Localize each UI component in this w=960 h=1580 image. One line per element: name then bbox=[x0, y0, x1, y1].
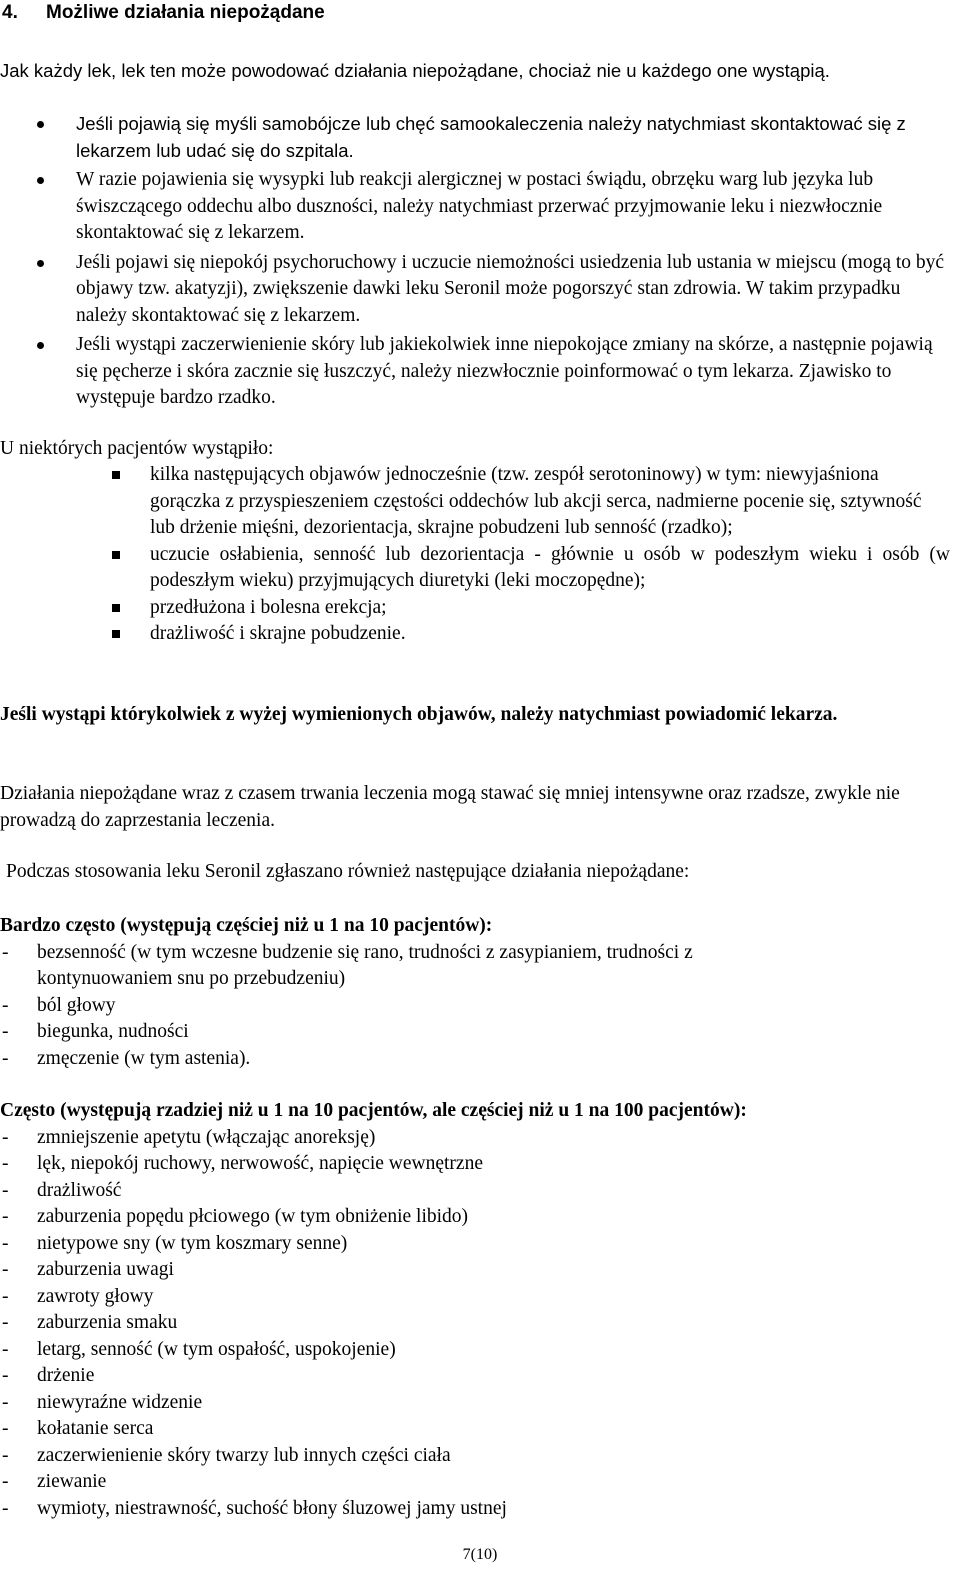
common-list bbox=[0, 1125, 956, 1523]
symptom-text: drażliwość i skrajne pobudzenie. bbox=[150, 623, 406, 644]
symptom-text: przedłużona i bolesna erekcja; bbox=[150, 596, 387, 618]
symptom-item bbox=[0, 542, 956, 595]
list-item: - zaczerwienienie skóry twarzy lub innych części ciała bbox=[2, 1444, 451, 1466]
list-item: - letarg, senność (w tym ospałość, uspokojenie) bbox=[2, 1338, 396, 1360]
warning-list bbox=[0, 111, 956, 415]
also-reported-paragraph: Podczas stosowania leku Seronil zgłaszano również następujące działania niepożądane: bbox=[6, 861, 690, 882]
very-common-heading: Bardzo często (występują częściej niż u 1 na 10 pacjentów): bbox=[0, 915, 493, 936]
common-heading: Często (występują rzadziej niż u 1 na 10 pacjentów, ale częściej niż u 1 na 100 pacjentów): bbox=[0, 1100, 747, 1121]
bullet-icon bbox=[37, 342, 44, 349]
list-item: - zaburzenia uwagi bbox=[2, 1259, 174, 1280]
warning-item bbox=[0, 332, 956, 412]
warning-text: Jeśli pojawi się niepokój psychoruchowy i uczucie niemożności usiedzenia lub ustania w miejscu (mogą to być objawy tzw. akatyzji), zwiększenie dawki leku Seronil może pogorszyć stan zdrowia. W takim przypadku należy skontaktować się z lekarzem. bbox=[76, 251, 945, 326]
warning-item bbox=[0, 111, 956, 164]
warning-item bbox=[0, 167, 956, 247]
very-common-section bbox=[0, 913, 956, 1072]
symptom-item bbox=[0, 462, 956, 542]
list-item: - biegunka, nudności bbox=[2, 1021, 189, 1042]
list-item: - wymioty, niestrawność, suchość błony śluzowej jamy ustnej bbox=[2, 1497, 507, 1519]
list-item: - zmniejszenie apetytu (włączając anoreksję) bbox=[2, 1126, 376, 1148]
section-heading bbox=[2, 0, 325, 26]
symptom-item bbox=[0, 621, 956, 648]
square-bullet-icon bbox=[112, 471, 120, 479]
alert-paragraph: Jeśli wystąpi którykolwiek z wyżej wymienionych objawów, należy natychmiast powiadomić lekarza. bbox=[0, 704, 838, 725]
section-title: Możliwe działania niepożądane bbox=[46, 2, 325, 23]
bullet-icon bbox=[37, 121, 44, 128]
list-item: - nietypowe sny (w tym koszmary senne) bbox=[2, 1232, 348, 1254]
symptom-list bbox=[0, 462, 956, 648]
list-item: - zaburzenia popędu płciowego (w tym obniżenie libido) bbox=[2, 1206, 469, 1227]
section-number: 4. bbox=[2, 2, 18, 23]
warning-item bbox=[0, 250, 956, 330]
intro-paragraph: Jak każdy lek, lek ten może powodować działania niepożądane, chociaż nie u każdego one wystąpią. bbox=[0, 60, 830, 81]
list-item: - ziewanie bbox=[2, 1471, 107, 1492]
page-number: 7(10) bbox=[462, 1546, 498, 1563]
some-patients-label: U niektórych pacjentów wystąpiło: bbox=[0, 438, 274, 459]
list-item: - zmęczenie (w tym astenia). bbox=[2, 1047, 251, 1069]
common-section bbox=[0, 1098, 956, 1522]
warning-text: W razie pojawienia się wysypki lub reakcji alergicznej w postaci świądu, obrzęku warg lub języka lub świszczącego oddechu albo duszności, należy natychmiast przerwać przyjmowanie leku i niezwłocznie skontaktować się z lekarzem. bbox=[76, 169, 883, 243]
note-paragraph: Działania niepożądane wraz z czasem trwania leczenia mogą stawać się mniej intensywne oraz rzadsze, zwykle nie prowadzą do zaprzestania leczenia. bbox=[0, 783, 900, 831]
very-common-list bbox=[0, 940, 820, 1073]
list-item: - bezsenność (w tym wczesne budzenie się rano, trudności z zasypianiem, trudności z kontynuowaniem snu po przebudzeniu) bbox=[2, 941, 693, 989]
list-item: - zawroty głowy bbox=[2, 1285, 154, 1307]
warning-text: Jeśli pojawią się myśli samobójcze lub chęć samookaleczenia należy natychmiast skontaktować się z lekarzem lub udać się do szpitala. bbox=[76, 113, 906, 161]
list-item: - niewyraźne widzenie bbox=[2, 1391, 203, 1413]
bullet-icon bbox=[37, 260, 44, 267]
bullet-icon bbox=[37, 177, 44, 184]
square-bullet-icon bbox=[112, 604, 120, 612]
list-item: - kołatanie serca bbox=[2, 1418, 154, 1439]
symptom-item bbox=[0, 595, 956, 622]
symptom-text: kilka następujących objawów jednocześnie (tzw. zespół serotoninowy) w tym: niewyjaśniona gorączka z przyspieszeniem częstości oddechów lub akcji serca, nadmierne pocenie się, sztywność lub drżenie mięśni, dezorientacja, skrajne pobudzeni lub senność (rzadko); bbox=[150, 464, 922, 538]
list-item: - zaburzenia smaku bbox=[2, 1312, 178, 1333]
list-item: - drżenie bbox=[2, 1365, 95, 1386]
square-bullet-icon bbox=[112, 551, 120, 559]
square-bullet-icon bbox=[112, 630, 120, 638]
symptom-text: uczucie osłabienia, senność lub dezorientacja - głównie u osób w podeszłym wieku i osób (w podeszłym wieku) przyjmujących diuretyki (leki moczopędne); bbox=[150, 543, 950, 591]
list-item: - lęk, niepokój ruchowy, nerwowość, napięcie wewnętrzne bbox=[2, 1153, 483, 1174]
warning-text: Jeśli wystąpi zaczerwienienie skóry lub jakiekolwiek inne niepokojące zmiany na skórze, a następnie pojawią się pęcherze i skóra zacznie się łuszczyć, należy niezwłocznie poinformować o tym lekarza. Zjawisko to występuje bardzo rzadko. bbox=[76, 334, 933, 408]
list-item: - drażliwość bbox=[2, 1179, 122, 1201]
list-item: - ból głowy bbox=[2, 994, 116, 1016]
